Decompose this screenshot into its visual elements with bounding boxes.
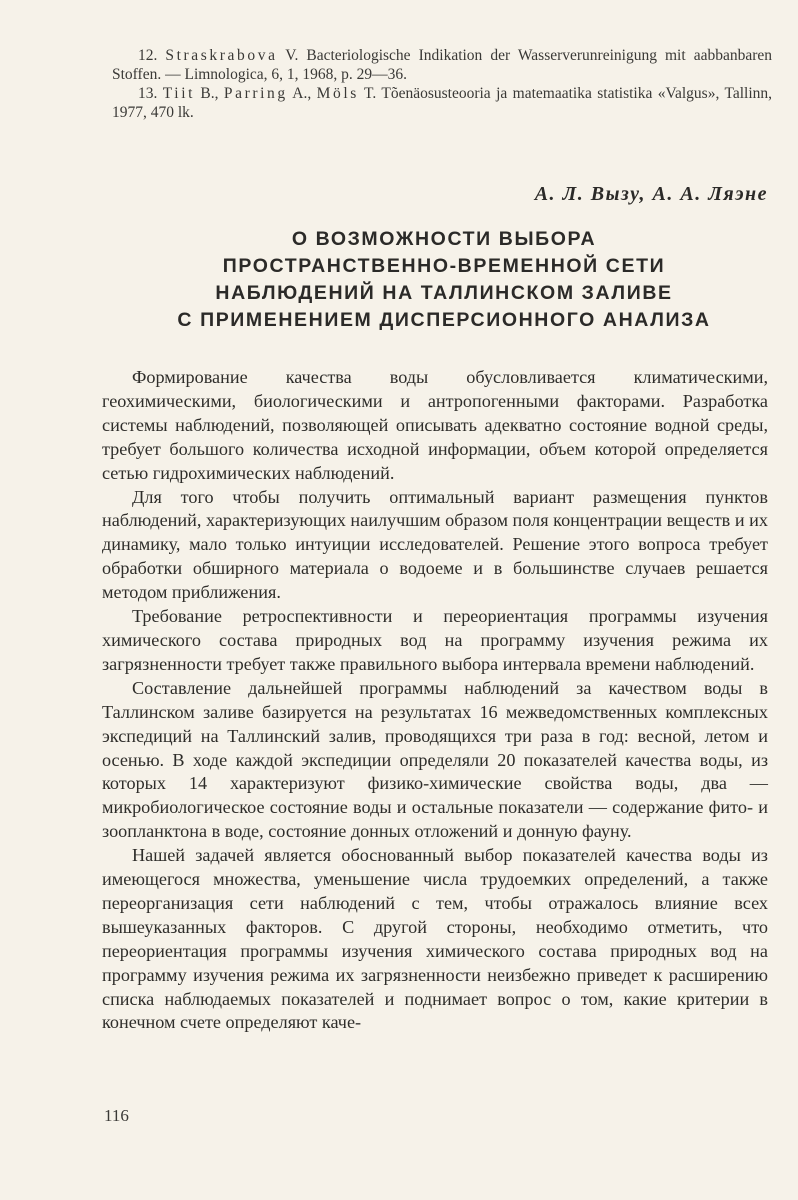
reference-12 [112, 46, 772, 84]
reference-author: Möls [316, 85, 359, 102]
article-body [102, 366, 768, 1035]
reference-13 [112, 84, 772, 122]
article-title [112, 226, 776, 334]
reference-author: Tiit [162, 85, 196, 102]
references [112, 46, 772, 122]
title-line: ПРОСТРАНСТВЕННО-ВРЕМЕННОЙ СЕТИ [222, 255, 666, 277]
paragraph: Нашей задачей является обоснованный выбор показателей качества воды из имеющегося множества, уменьшение числа трудоемких определений, а также переорганизация сети наблюдений с тем, чтобы отражалось влияние всех вышеуказанных факторов. С другой стороны, необходимо отметить, что переориентация программы изучения химического состава природных вод на программу изучения режима их загрязненности неизбежно приведет к расширению списка наблюдаемых показателей и поднимает вопрос о том, какие критерии в конечном счете определяют каче- [102, 845, 768, 1033]
paragraph: Формирование качества воды обусловливается климатическими, геохимическими, биологическими и антропогенными факторами. Разработка системы наблюдений, позволяющей описывать адекватно состояние водной среды, требует большого количества исходной информации, объем которой определяется сетью гидрохимических наблюдений. [102, 367, 768, 483]
paragraph: Для того чтобы получить оптимальный вариант размещения пунктов наблюдений, характеризующих наилучшим образом поля концентрации веществ и их динамику, мало только интуиции исследователей. Решение этого вопроса требует обработки обширного материала о водоеме и в большинстве случаев решается методом приближения. [102, 486, 768, 603]
reference-author: Parring [223, 85, 288, 102]
reference-text: B., [195, 85, 224, 102]
paragraph: Требование ретроспективности и переориентация программы изучения химического состава природных вод на программу изучения режима их загрязненности требует также правильного выбора интервала времени наблюдений. [102, 606, 768, 674]
reference-text: A., [287, 85, 317, 102]
title-line: О ВОЗМОЖНОСТИ ВЫБОРА [291, 228, 597, 250]
reference-number: 12. [138, 47, 158, 64]
title-line: С ПРИМЕНЕНИЕМ ДИСПЕРСИОННОГО АНАЛИЗА [177, 309, 711, 331]
reference-text: V. Bacteriologische Indikation der Wasserverunreinigung mit aabbanbaren Stoffen. — Limnologica, 6, 1, 1968, p. 29—36. [112, 47, 773, 83]
reference-author: Straskrabova [165, 47, 278, 64]
page-number: 116 [104, 1106, 129, 1125]
paragraph: Составление дальнейшей программы наблюдений за качеством воды в Таллинском заливе базируется на результатах 16 межведомственных комплексных экспедиций на Таллинский залив, проводящихся три раза в год: весной, летом и осенью. В ходе каждой экспедиции определяли 20 показателей качества воды, из которых 14 характеризуют физико-химические свойства воды, два — микробиологическое состояние воды и остальные показатели — содержание фито- и зоопланктона в воде, состояние донных отложений и донную фауну. [102, 677, 768, 842]
reference-number: 13. [138, 85, 158, 102]
article-authors: А. Л. Вызу, А. А. Ляэне [534, 183, 768, 205]
reference-text: T. Tõenäosusteooria ja matemaatika statistika «Valgus», Tallinn, 1977, 470 lk. [112, 85, 773, 121]
title-line: НАБЛЮДЕНИЙ НА ТАЛЛИНСКОМ ЗАЛИВЕ [215, 282, 673, 304]
